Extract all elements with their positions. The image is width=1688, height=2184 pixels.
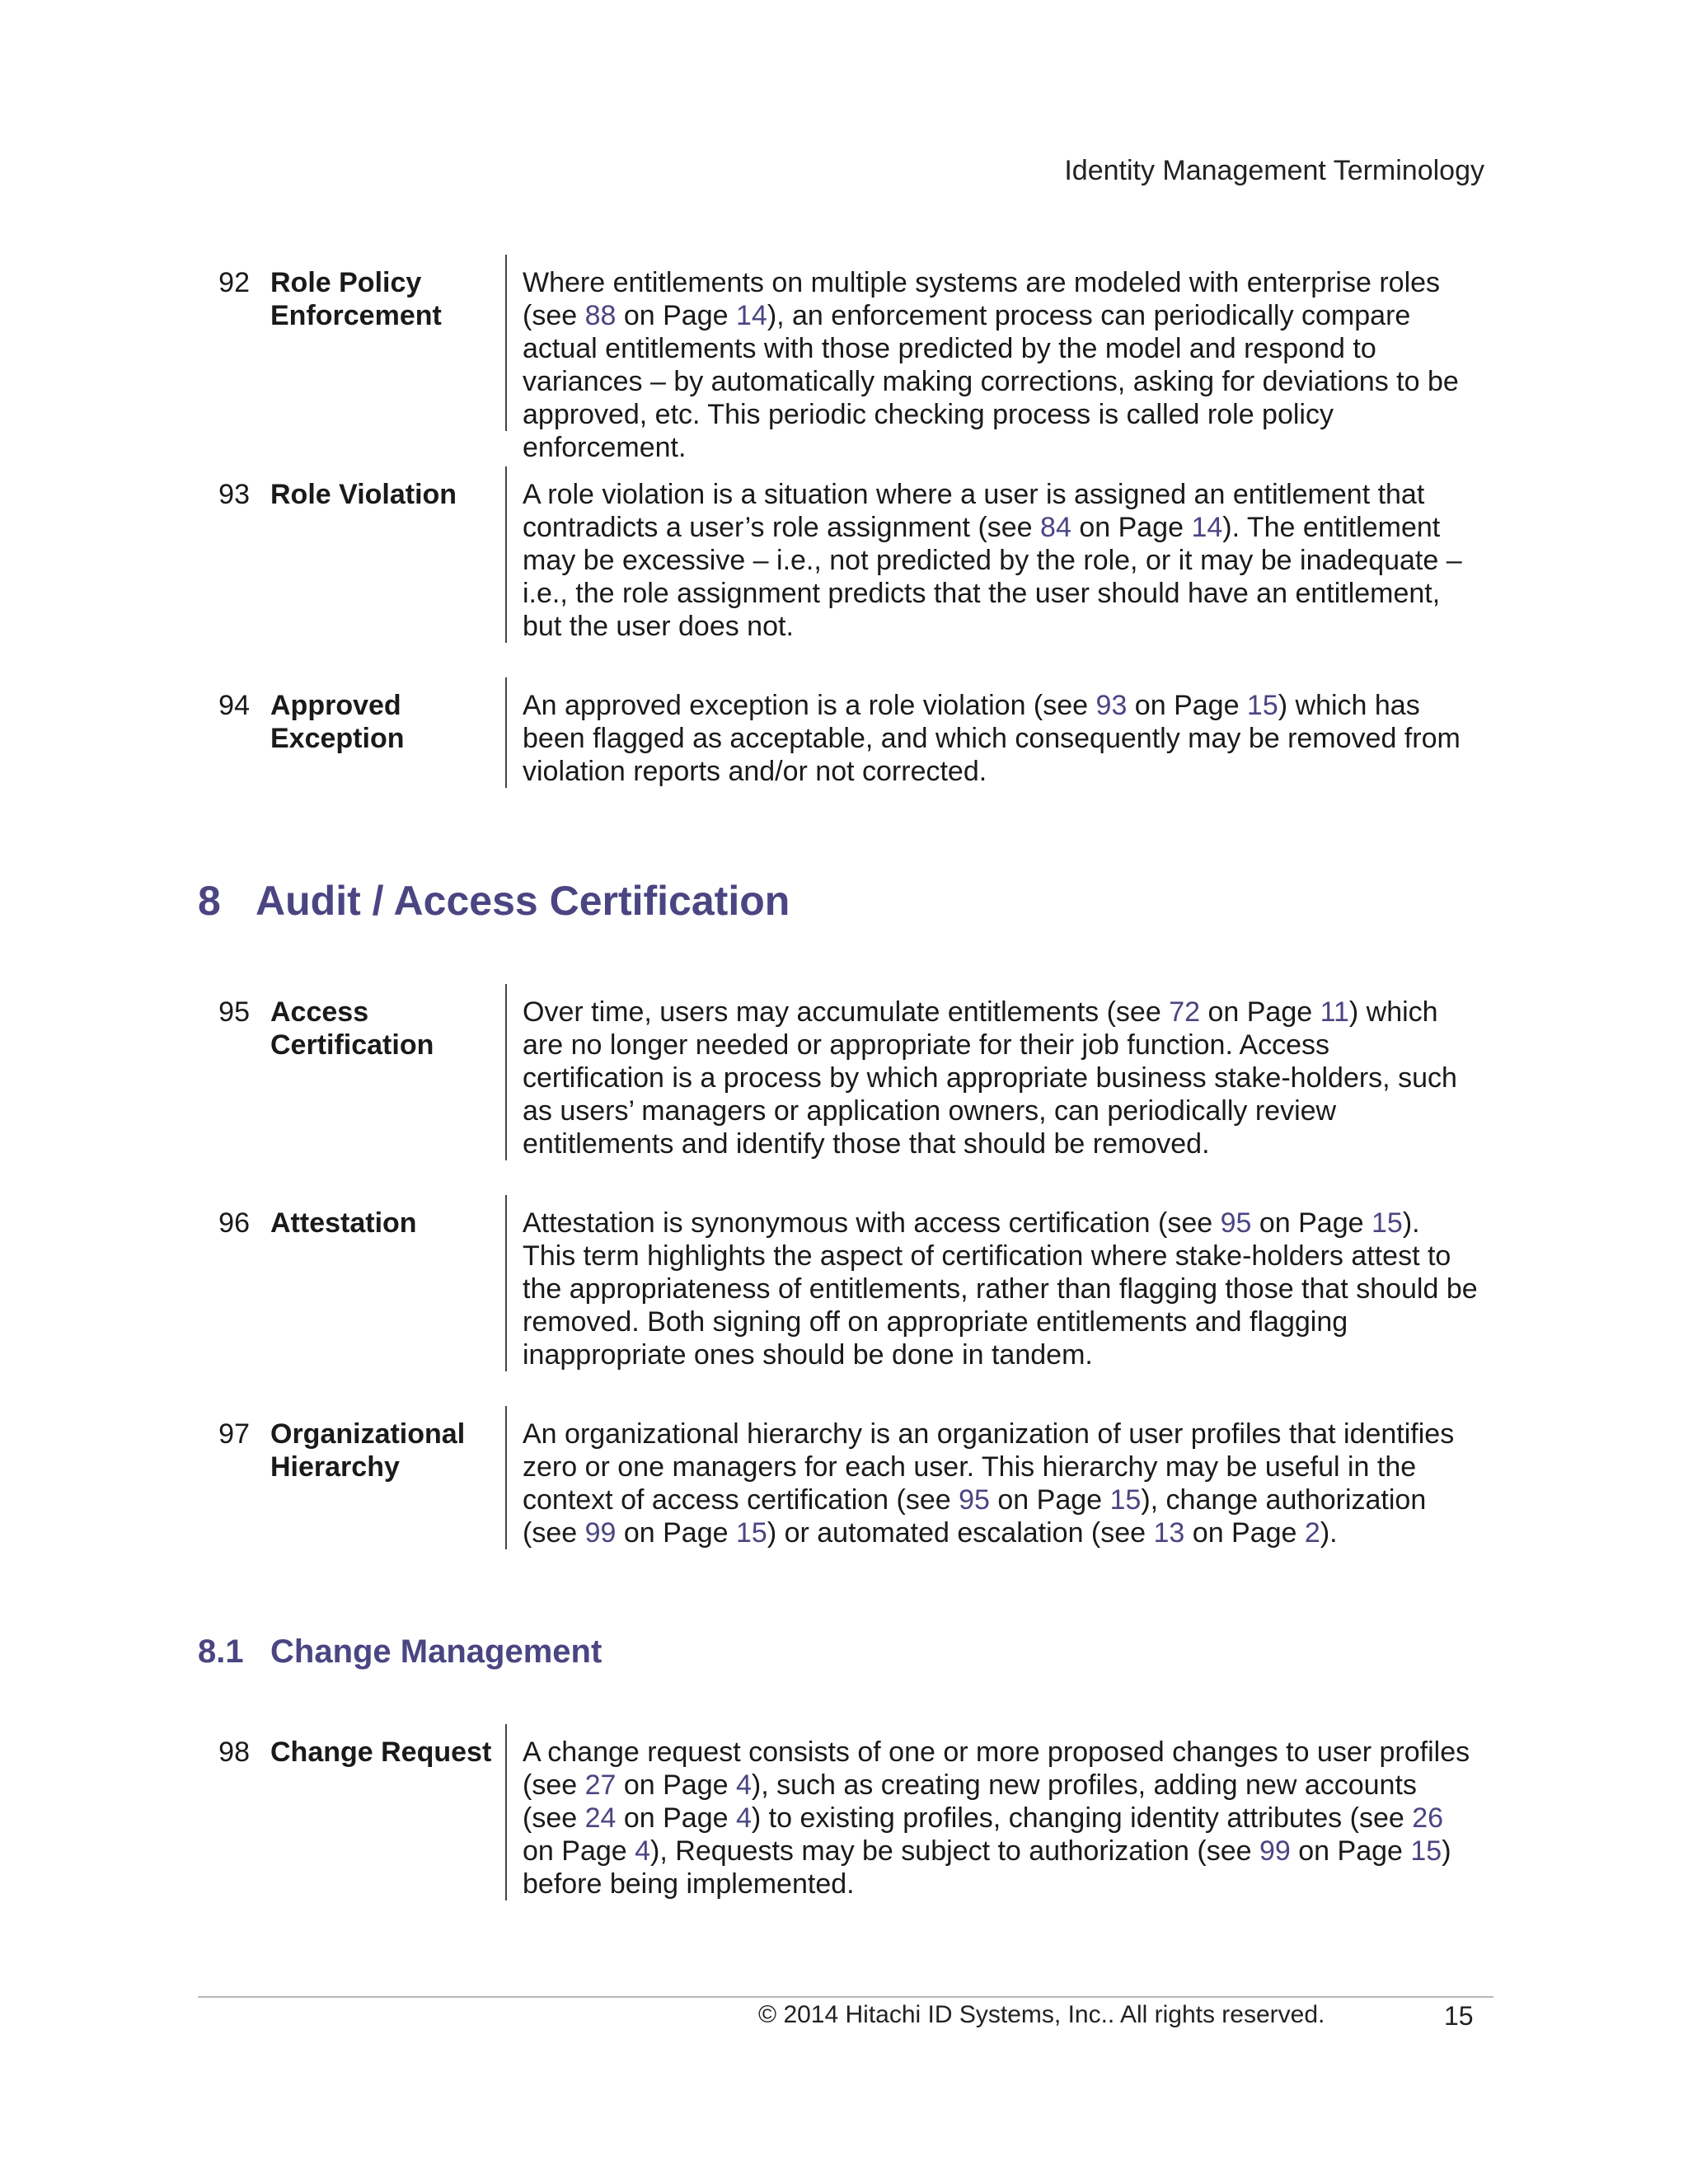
definition-text: ), change authorization (see bbox=[523, 1484, 1427, 1549]
definition-text: ) which are no longer needed or appropriate for their job function. Access certification is a process by which appropriate business stake-holders, such as users’ managers or application owners, can periodically review entitlements and identify those that should be removed. bbox=[523, 996, 1457, 1160]
term-name: Role Violation bbox=[270, 479, 457, 510]
term-definition bbox=[523, 689, 1479, 788]
cross-reference-link[interactable]: 11 bbox=[1320, 996, 1349, 1028]
definition-text: ). bbox=[1320, 1517, 1338, 1549]
term-divider bbox=[505, 677, 507, 788]
term-definition bbox=[523, 1207, 1479, 1371]
cross-reference-link[interactable]: 88 bbox=[584, 300, 617, 331]
term-number: 92 bbox=[218, 267, 250, 298]
definition-text: on Page bbox=[1251, 1207, 1372, 1239]
section-title-text: Audit / Access Certification bbox=[256, 878, 790, 924]
definition-text: on Page bbox=[616, 1769, 736, 1801]
term-number: 93 bbox=[218, 479, 250, 510]
term-name: Change Request bbox=[270, 1736, 492, 1768]
cross-reference-link[interactable]: 15 bbox=[1371, 1207, 1403, 1239]
term-definition bbox=[523, 1736, 1479, 1900]
term-number: 97 bbox=[218, 1418, 250, 1450]
cross-reference-link[interactable]: 72 bbox=[1169, 996, 1201, 1028]
term-divider bbox=[505, 466, 507, 643]
term-definition bbox=[523, 266, 1479, 464]
cross-reference-link[interactable]: 95 bbox=[1220, 1207, 1252, 1239]
definition-text: An organizational hierarchy is an organization of user profiles that identifies zero or one managers for each user. This hierarchy may be useful in the context of access certification (see bbox=[523, 1418, 1455, 1516]
term-definition bbox=[523, 996, 1479, 1160]
term-name: Role Policy Enforcement bbox=[270, 267, 442, 331]
term-divider bbox=[505, 255, 507, 431]
cross-reference-link[interactable]: 93 bbox=[1095, 690, 1128, 721]
term-name: Approved Exception bbox=[270, 690, 405, 754]
term-name: Organizational Hierarchy bbox=[270, 1418, 466, 1483]
definition-text: on Page bbox=[1200, 996, 1320, 1028]
cross-reference-link[interactable]: 13 bbox=[1153, 1517, 1185, 1549]
definition-text: ) or automated escalation (see bbox=[767, 1517, 1154, 1549]
term-divider bbox=[505, 1195, 507, 1371]
cross-reference-link[interactable]: 95 bbox=[959, 1484, 990, 1516]
subsection-title-text: Change Management bbox=[270, 1633, 603, 1670]
definition-text: on Page bbox=[1071, 512, 1192, 543]
definition-text: ), Requests may be subject to authorization (see bbox=[650, 1835, 1259, 1867]
definition-text: on Page bbox=[989, 1484, 1110, 1516]
term-number: 94 bbox=[218, 690, 250, 721]
cross-reference-link[interactable]: 4 bbox=[735, 1769, 752, 1801]
cross-reference-link[interactable]: 15 bbox=[1246, 690, 1278, 721]
definition-text: ). The entitlement may be excessive – i.e., not predicted by the role, or it may be inadequate – i.e., the role assignment predicts that the user should have an entitlement, but the user does not. bbox=[523, 512, 1462, 642]
cross-reference-link[interactable]: 2 bbox=[1304, 1517, 1320, 1549]
definition-text: Over time, users may accumulate entitlements (see bbox=[523, 996, 1170, 1028]
definition-text: ) before being implemented. bbox=[523, 1835, 1451, 1900]
cross-reference-link[interactable]: 84 bbox=[1040, 512, 1071, 543]
subsection-number: 8.1 bbox=[198, 1633, 244, 1670]
subsection-heading bbox=[198, 1633, 602, 1671]
cross-reference-link[interactable]: 4 bbox=[735, 1802, 752, 1834]
definition-text: ), an enforcement process can periodically compare actual entitlements with those predicted by the model and respond to variances – by automatically making corrections, asking for deviations to be approved, etc. This periodic checking process is called role policy enforcement. bbox=[523, 300, 1459, 463]
page-number: 15 bbox=[1444, 2001, 1474, 2031]
definition-text: Where entitlements on multiple systems are modeled with enterprise roles (see bbox=[523, 267, 1441, 331]
term-name: Attestation bbox=[270, 1207, 417, 1239]
footer-copyright: © 2014 Hitachi ID Systems, Inc.. All rights reserved. bbox=[758, 2001, 1325, 2028]
term-name: Access Certification bbox=[270, 996, 434, 1061]
cross-reference-link[interactable]: 27 bbox=[584, 1769, 617, 1801]
definition-text: A change request consists of one or more proposed changes to user profiles (see bbox=[523, 1736, 1470, 1801]
cross-reference-link[interactable]: 24 bbox=[584, 1802, 617, 1834]
definition-text: on Page bbox=[616, 1802, 736, 1834]
running-header: Identity Management Terminology bbox=[1064, 155, 1484, 186]
cross-reference-link[interactable]: 26 bbox=[1412, 1802, 1444, 1834]
cross-reference-link[interactable]: 14 bbox=[1191, 512, 1223, 543]
definition-text: ), such as creating new profiles, adding new accounts (see bbox=[523, 1769, 1417, 1834]
term-divider bbox=[505, 984, 507, 1160]
term-number: 96 bbox=[218, 1207, 250, 1239]
definition-text: Attestation is synonymous with access certification (see bbox=[523, 1207, 1221, 1239]
definition-text: on Page bbox=[1127, 690, 1247, 721]
section-number: 8 bbox=[198, 878, 221, 924]
cross-reference-link[interactable]: 99 bbox=[584, 1517, 617, 1549]
cross-reference-link[interactable]: 15 bbox=[1410, 1835, 1442, 1867]
footer-divider bbox=[198, 1996, 1493, 1998]
cross-reference-link[interactable]: 14 bbox=[735, 300, 767, 331]
definition-text: ) which has been flagged as acceptable, and which consequently may be removed from violation reports and/or not corrected. bbox=[523, 690, 1461, 787]
term-number: 95 bbox=[218, 996, 250, 1028]
definition-text: ). This term highlights the aspect of certification where stake-holders attest to the appropriateness of entitlements, rather than flagging those that should be removed. Both signing off on appropriate entitlements and flagging inappropriate ones should be done in tandem. bbox=[523, 1207, 1478, 1371]
term-definition bbox=[523, 1418, 1479, 1549]
cross-reference-link[interactable]: 15 bbox=[1109, 1484, 1142, 1516]
term-definition bbox=[523, 478, 1479, 643]
definition-text: A role violation is a situation where a user is assigned an entitlement that contradicts a user’s role assignment (see bbox=[523, 479, 1425, 543]
definition-text: on Page bbox=[1184, 1517, 1305, 1549]
term-divider bbox=[505, 1724, 507, 1900]
definition-text: on Page bbox=[1290, 1835, 1411, 1867]
section-heading bbox=[198, 877, 790, 925]
cross-reference-link[interactable]: 4 bbox=[635, 1835, 651, 1867]
definition-text: on Page bbox=[523, 1835, 635, 1867]
term-divider bbox=[505, 1406, 507, 1549]
cross-reference-link[interactable]: 99 bbox=[1259, 1835, 1291, 1867]
term-number: 98 bbox=[218, 1736, 250, 1768]
definition-text: An approved exception is a role violation (see bbox=[523, 690, 1096, 721]
definition-text: on Page bbox=[616, 1517, 736, 1549]
definition-text: ) to existing profiles, changing identity attributes (see bbox=[751, 1802, 1413, 1834]
cross-reference-link[interactable]: 15 bbox=[735, 1517, 767, 1549]
definition-text: on Page bbox=[616, 300, 736, 331]
